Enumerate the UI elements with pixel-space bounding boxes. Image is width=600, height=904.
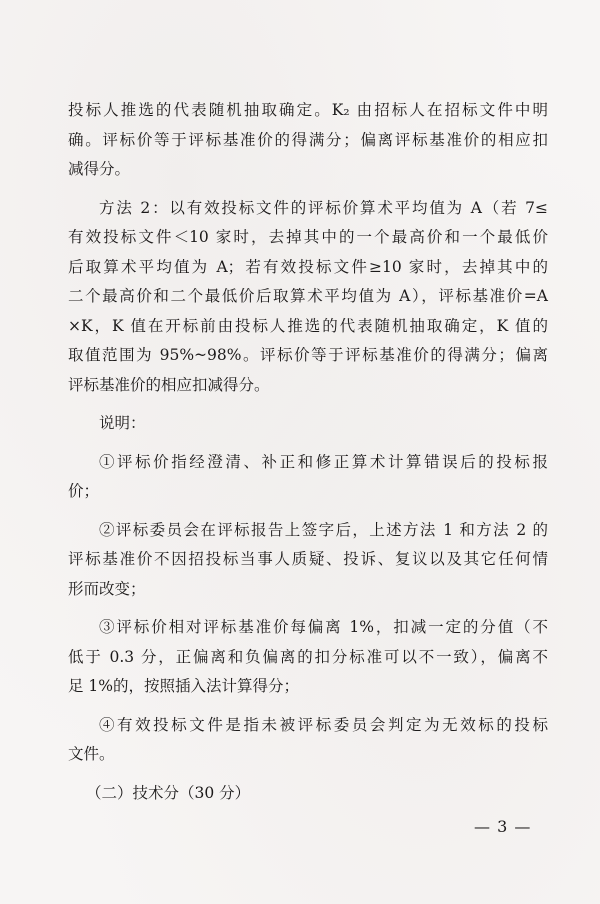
text-line: 低于 0.3 分，正偏离和负偏离的扣分标准可以不一致），偏离不	[68, 647, 548, 666]
text-line: ③评标价相对评标基准价每偏离 1%，扣减一定的分值（不	[99, 618, 548, 636]
text-line: 二个最高价和二个最低价后取算术平均值为 A），评标基准价=A	[68, 287, 548, 305]
paragraph-method-2	[68, 194, 548, 401]
text-line: 有效投标文件＜10 家时，去掉其中的一个最高价和一个最低价	[68, 228, 548, 246]
text-line: ②评标委员会在评标报告上签字后，上述方法 1 和方法 2 的	[99, 520, 548, 539]
paragraph-note-3	[68, 613, 548, 702]
text-line: 取值范围为 95%~98%。评标价等于评标基准价的得满分；偏离	[68, 346, 548, 364]
text-line: 方法 2：以有效投标文件的评标价算术平均值为 A（若 7≤	[99, 198, 548, 217]
text-line: （二）技术分（30 分）	[86, 783, 251, 802]
text-line: 价；	[68, 482, 100, 500]
text-line: 文件。	[68, 745, 115, 763]
text-line: ①评标价指经澄清、补正和修正算术计算错误后的投标报	[99, 452, 548, 471]
paragraph-note-4	[68, 711, 548, 770]
paragraph-notes-heading	[68, 409, 548, 439]
text-line: 形而改变；	[68, 579, 146, 598]
paragraph-k2-continuation	[68, 96, 548, 185]
text-line: 足 1%的，按照插入法计算得分；	[68, 677, 300, 695]
text-line: 评标基准价的相应扣减得分。	[68, 375, 270, 394]
text-line: ×K，K 值在开标前由投标人推选的代表随机抽取确定，K 值的	[68, 316, 548, 335]
text-line: 投标人推选的代表随机抽取确定。K₂ 由招标人在招标文件中明	[68, 101, 548, 119]
section-heading-technical-score	[68, 779, 548, 809]
paragraph-note-1	[68, 448, 548, 507]
paragraph-note-2	[68, 516, 548, 605]
text-line: 评标基准价不因招投标当事人质疑、投诉、复议以及其它任何情	[68, 550, 548, 568]
text-line: 减得分。	[68, 160, 131, 178]
text-line: 说明：	[99, 414, 146, 432]
text-line: 后取算术平均值为 A；若有效投标文件≥10 家时，去掉其中的	[68, 257, 548, 276]
text-line: ④有效投标文件是指未被评标委员会判定为无效标的投标	[99, 715, 548, 734]
page-number: — 3 —	[474, 817, 532, 836]
text-line: 确。评标价等于评标基准价的得满分；偏离评标基准价的相应扣	[68, 130, 548, 149]
document-body	[68, 96, 548, 808]
